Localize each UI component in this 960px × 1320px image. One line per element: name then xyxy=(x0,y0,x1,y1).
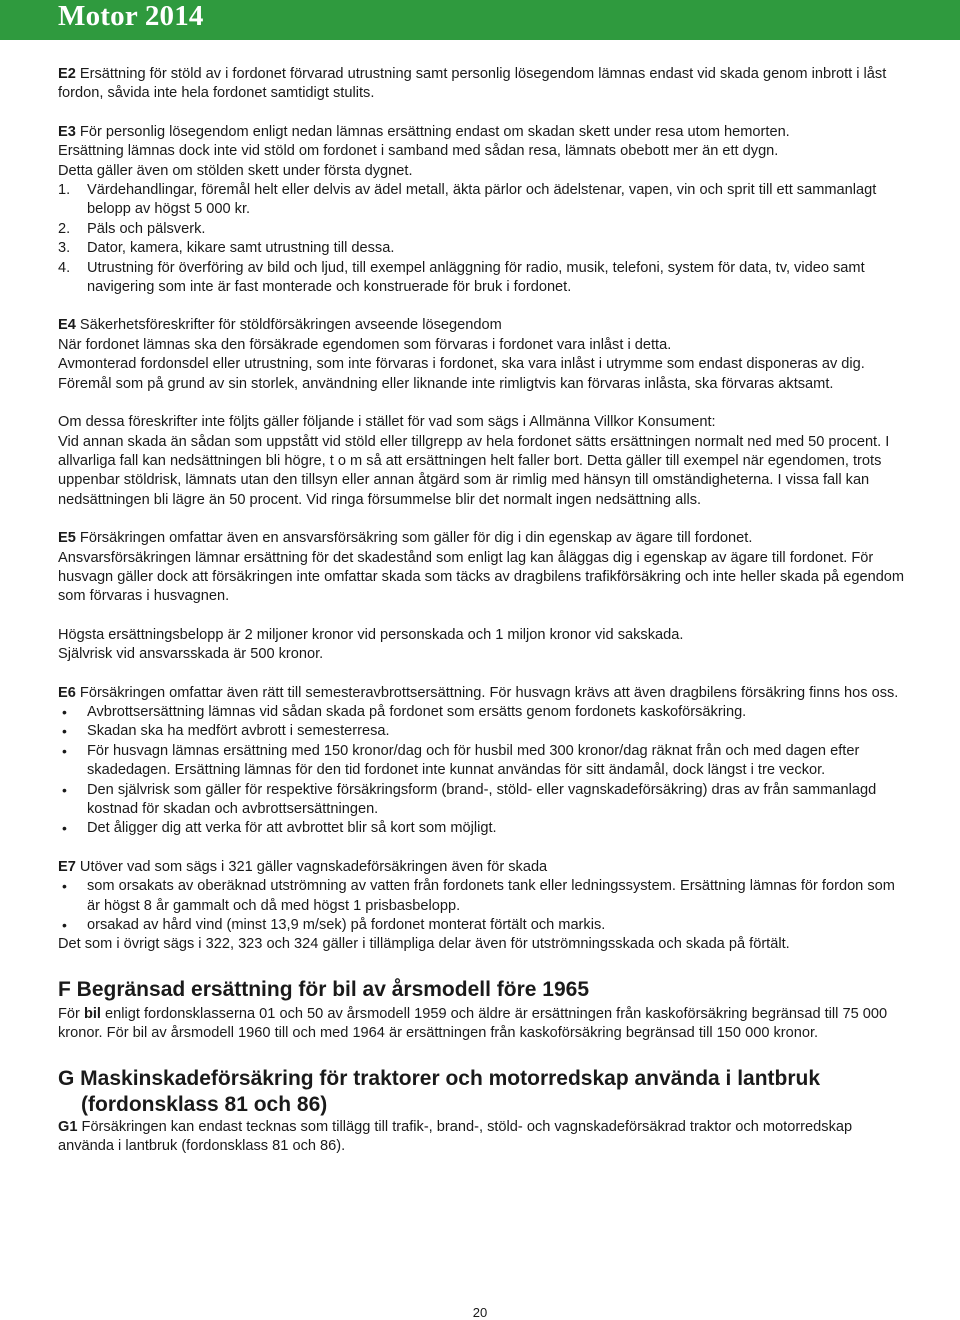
section-text: Utöver vad som sägs i 321 gäller vagnskadeförsäkringen även för skada xyxy=(75,858,548,875)
section-code: E5 xyxy=(58,530,76,547)
list-number: 1. xyxy=(58,182,71,199)
bullet-item xyxy=(58,722,908,741)
paragraph: Ersättning lämnas dock inte vid stöld om fordonet i samband med sådan resa, lämnats obebott mer än ett dygn. xyxy=(58,143,779,160)
bullet-item xyxy=(58,877,908,916)
paragraph: Självrisk vid ansvarsskada är 500 kronor. xyxy=(58,646,324,663)
section-e3 xyxy=(58,123,908,298)
list-number: 2. xyxy=(58,220,71,237)
section-text: Försäkringen omfattar även rätt till semesteravbrottsersättning. För husvagn krävs att även dragbilens försäkring finns hos oss. xyxy=(75,684,899,701)
bullet-icon: • xyxy=(62,723,67,740)
list-item xyxy=(58,239,908,258)
section-e6 xyxy=(58,684,908,839)
list-item xyxy=(58,259,908,298)
section-f xyxy=(58,977,908,1044)
bullet-item xyxy=(58,819,908,838)
section-rules xyxy=(58,413,908,510)
section-text: För personlig lösegendom enligt nedan lämnas ersättning endast om skadan skett under resa utom hemorten. xyxy=(75,123,790,140)
document-title: Motor 2014 xyxy=(58,0,204,32)
bullet-text: orsakad av hård vind (minst 13,9 m/sek) på fordonet monterat förtält och markis. xyxy=(87,917,606,934)
list-item-text: Värdehandlingar, föremål helt eller delvis av ädel metall, äkta pärlor och ädelstenar, vapen, vin och sprit till ett sammanlagt belopp av högst 5 000 kr. xyxy=(87,182,877,218)
bullet-icon: • xyxy=(62,781,67,798)
section-text: Ersättning för stöld av i fordonet förvarad utrustning samt personlig lösegendom lämnas endast vid skada genom inbrott i låst fordon, såvida inte hela fordonet samtidigt stulits. xyxy=(58,66,887,102)
bullet-icon: • xyxy=(62,703,67,720)
section-code: E4 xyxy=(58,317,76,334)
bullet-text: som orsakats av oberäknad utströmning av vatten från fordonets tank eller ledningssystem. Ersättning lämnas för fordon som är högst 8 år gammalt och då med högst 1 prisbasbelopp. xyxy=(87,878,895,914)
section-code: G1 xyxy=(58,1118,78,1135)
bullet-icon: • xyxy=(62,917,67,934)
bullet-text: Avbrottsersättning lämnas vid sådan skada på fordonet som ersätts genom fordonets kaskoförsäkring. xyxy=(87,703,747,720)
list-item xyxy=(58,220,908,239)
bullet-text: Den självrisk som gäller för respektive försäkringsform (brand-, stöld- eller vagnskadeförsäkring) dras av från sammanlagd kostnad för skadan och avbrottsersättningen. xyxy=(87,781,877,817)
section-heading-continued: (fordonsklass 81 och 86) xyxy=(81,1092,328,1116)
list-item-text: Päls och pälsverk. xyxy=(87,220,206,237)
section-code: E2 xyxy=(58,66,76,82)
bold-term: bil xyxy=(83,1005,101,1022)
paragraph: Högsta ersättningsbelopp är 2 miljoner kronor vid personskada och 1 miljon kronor vid sakskada. xyxy=(58,626,684,643)
list-item-text: Utrustning för överföring av bild och ljud, till exempel anläggning för radio, musik, telefoni, system för data, tv, video samt navigering som inte är fast monterade och konstruerade för bruk i fordonet. xyxy=(87,259,865,296)
bullet-text: Det åligger dig att verka för att avbrottet blir så kort som möjligt. xyxy=(87,820,497,837)
section-heading: G Maskinskadeförsäkring för traktorer och motorredskap använda i lantbruk xyxy=(58,1066,821,1090)
list-item xyxy=(58,181,908,220)
section-code: E6 xyxy=(58,684,76,701)
bullet-item xyxy=(58,781,908,820)
section-text: Försäkringen omfattar även en ansvarsförsäkring som gäller för dig i din egenskap av ägare till fordonet. xyxy=(75,530,753,547)
paragraph: Detta gäller även om stölden skett under första dygnet. xyxy=(58,162,413,179)
list-number: 4. xyxy=(58,259,71,276)
section-code: E3 xyxy=(58,123,76,140)
text-fragment: enligt fordonsklasserna 01 och 50 av årsmodell 1959 och äldre är ersättningen från kaskoförsäkring begränsad till 75 000 kronor. För bil av årsmodell 1960 till och med 1964 är ersättningen från kaskoförsäkring begränsad till 150 000 kronor. xyxy=(58,1005,888,1042)
section-text: Försäkringen kan endast tecknas som tillägg till trafik-, brand-, stöld- och vagnskadeförsäkrad traktor och motorredskap använda i lantbruk (fordonsklass 81 och 86). xyxy=(58,1118,853,1155)
bullet-icon: • xyxy=(62,878,67,895)
paragraph: Ansvarsförsäkringen lämnar ersättning för det skadestånd som enligt lag kan åläggas dig i egenskap av ägare till fordonet. För husvagn gäller dock att försäkringen inte omfattar skada som täcks av dragbilens trafikförsäkring och inte heller skada på egendom som förvaras i husvagnen. xyxy=(58,549,905,605)
section-g xyxy=(58,1066,908,1157)
bullet-item xyxy=(58,703,908,722)
paragraph: Avmonterad fordonsdel eller utrustning, som inte förvaras i fordonet, ska vara inlåst i utrymme som endast disponeras av dig. Föremål som på grund av sin storlek, användning eller liknande inte rimligtvis kan förvaras inlåsta, ska förvaras aktsamt. xyxy=(58,356,865,392)
bullet-item xyxy=(58,916,908,935)
paragraph: När fordonet lämnas ska den försäkrade egendomen som förvaras i fordonet vara inlåst i detta. xyxy=(58,336,672,353)
section-heading: F Begränsad ersättning för bil av årsmodell före 1965 xyxy=(58,977,589,1001)
section-e2 xyxy=(58,65,908,104)
page-content xyxy=(58,65,908,1156)
section-text: Säkerhetsföreskrifter för stöldförsäkringen avseende lösegendom xyxy=(75,317,502,334)
section-e4 xyxy=(58,316,908,394)
bullet-icon: • xyxy=(62,820,67,837)
list-item-text: Dator, kamera, kikare samt utrustning till dessa. xyxy=(87,240,395,257)
text-fragment: För xyxy=(58,1005,84,1022)
page-number: 20 xyxy=(472,1305,488,1320)
paragraph: Vid annan skada än sådan som uppstått vid stöld eller tillgrepp av hela fordonet sätts ersättningen normalt ned med 50 procent. I allvarliga fall kan nedsättningen bli högre, t o m så att ersättningen helt faller bort. Detta gäller till exempel när egendomen, trots uppenbar stöldrisk, lämnats utan den tillsyn eller annan åtgärd som är rimlig med hänsyn till omständigheterna. I vissa fall kan nedsättningen bli lägre än 50 procent. Vid ringa försummelse blir det normalt ingen nedsättning alls. xyxy=(58,433,890,508)
section-e7 xyxy=(58,858,908,955)
paragraph: Om dessa föreskrifter inte följts gäller följande i stället för vad som sägs i Allmänna Villkor Konsument: xyxy=(58,414,716,431)
section-e5 xyxy=(58,529,908,664)
bullet-icon: • xyxy=(62,742,67,759)
section-g1 xyxy=(58,1118,908,1157)
paragraph xyxy=(58,1005,908,1044)
section-code: E7 xyxy=(58,858,76,875)
bullet-text: Skadan ska ha medfört avbrott i semesterresa. xyxy=(87,723,390,740)
bullet-item xyxy=(58,742,908,781)
bullet-text: För husvagn lämnas ersättning med 150 kronor/dag och för husbil med 300 kronor/dag räknat från och med dagen efter skadedagen. Ersättning lämnas för den tid fordonet inte kunnat användas för sitt ändamål, dock längst i tre veckor. xyxy=(87,742,860,779)
list-number: 3. xyxy=(58,240,71,257)
paragraph: Det som i övrigt sägs i 322, 323 och 324 gäller i tillämpliga delar även för utströmningsskada och skada på förtält. xyxy=(58,936,790,953)
